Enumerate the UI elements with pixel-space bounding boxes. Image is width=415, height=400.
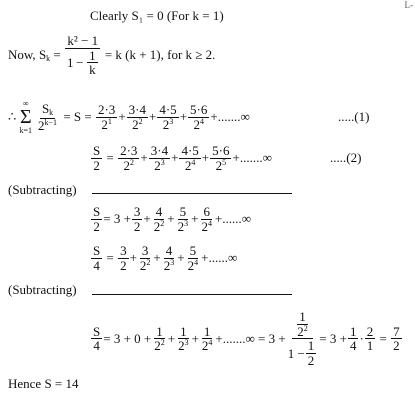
subtracting-1: (Subtracting) [8, 182, 77, 197]
eq1-tail: +.......∞ [210, 109, 250, 125]
nested-fraction: $\frac{1}{2^2}$ 1 − $\frac{1}{2}$ [287, 309, 315, 368]
clearly-text: Clearly S₁ = 0 (For k = 1) [90, 8, 224, 23]
eq5-lead: = 3 + 0 + [103, 330, 152, 346]
line-clearly [90, 8, 224, 24]
eq2-label: .....(2) [330, 150, 362, 166]
eq3-tail: +......∞ [214, 211, 252, 227]
equation-3: $\frac{S}{2}$ = 3 + $\frac{3}{2}$ + $\frac{4}{2^2}$ + $\frac{5}{2^3}$ + $\frac{6}{2^4}$ +......∞ [93, 204, 252, 234]
sk-result: = k (k + 1), [104, 47, 164, 63]
hence-text: Hence S = 14 [8, 376, 79, 391]
sk-denominator: 1 − $\frac{1}{k}$ [67, 47, 96, 78]
sigma-symbol: ∞ Σ k=1 [19, 99, 33, 136]
equation-4: $\frac{S}{4}$ = $\frac{3}{2}$ + $\frac{3}{2^2}$ + $\frac{4}{2^3}$ + $\frac{5}{2^4}$ +......∞ [93, 243, 238, 273]
nested-bottom: $\frac{1}{2}$ [307, 338, 315, 368]
eq2-lhs: $\frac{S}{2}$ [93, 143, 101, 173]
nested-top: $\frac{1}{2^2}$ [297, 309, 308, 339]
eq3-lead: = 3 + [103, 211, 131, 227]
eq3-term: $\frac{5}{2^3}$ [177, 204, 189, 234]
eq2-tail: +.......∞ [232, 150, 272, 166]
eq5-f1: $\frac{1}{4}$ [349, 323, 357, 354]
subtracting-2: (Subtracting) [8, 282, 77, 297]
sk-condition: for k ≥ 2. [167, 47, 216, 63]
eq5-tail: +.......∞ = 3 + [215, 330, 286, 346]
eq3-term: $\frac{4}{2^2}$ [153, 204, 165, 234]
eq2-term: $\frac{3\cdot 4}{2^3}$ [150, 143, 169, 173]
sk-label: $S_k$ [38, 47, 51, 64]
eq5-term: $\frac{1}{2^4}$ [201, 323, 213, 354]
eq1-term: $\frac{4\cdot 5}{2^3}$ [159, 102, 177, 132]
eq5-after: = 3 + [319, 330, 347, 346]
hence-line [8, 376, 79, 392]
sk-fraction [65, 34, 101, 77]
eq5-f3: $\frac{7}{2}$ [393, 323, 400, 354]
subtract-rule-2 [92, 294, 292, 295]
eq1-term: $\frac{3\cdot 4}{2^2}$ [128, 102, 146, 132]
eq2-term: $\frac{2\cdot 3}{2^2}$ [120, 143, 138, 173]
equation-5: $\frac{S}{4}$ = 3 + 0 + $\frac{1}{2^2}$ + $\frac{1}{2^3}$ + $\frac{1}{2^4}$ +.......∞ = 3 + $\frac{1}{2^2}$ 1 − $\frac{1}{2}$ = 3 + $\frac{1}{4}$ · $\frac{2}{1}$ = $\frac{7}{2}$ [93, 309, 400, 368]
eq1-term: $\frac{5\cdot 6}{2^4}$ [190, 102, 208, 132]
eq4-lhs: $\frac{S}{4}$ [93, 243, 101, 273]
equals-s: = S = [63, 109, 92, 125]
sk-numerator: k² − 1 [67, 33, 99, 48]
eq5-term: $\frac{1}{2^2}$ [154, 323, 165, 354]
eq4-term: $\frac{3}{2^2}$ [139, 243, 151, 273]
one-over-k: $\frac{1}{k}$ [89, 47, 96, 78]
eq3-lhs: $\frac{S}{2}$ [93, 204, 101, 234]
eq5-term: $\frac{1}{2^3}$ [178, 323, 189, 354]
corner-mark: L- [404, 0, 413, 10]
eq1-label: .....(1) [338, 109, 370, 125]
eq1-term: $\frac{2\cdot 3}{2^1}$ [97, 102, 116, 132]
equation-1: ∴ ∞ Σ k=1 $\frac{S_k}{2^{k-1}}$ = S = $\frac{2\cdot 3}{2^1}$ + $\frac{3\cdot 4}{2^2}$ + $\frac{4\cdot 5}{2^3}$ + $\frac{5\cdot 6}{2^4}$ +.......∞ .....(1) [8, 99, 370, 136]
sum-term: $\frac{S_k}{2^{k-1}}$ [38, 101, 58, 133]
now-prefix: Now, [8, 47, 36, 63]
equation-2: $\frac{S}{2}$ = $\frac{2\cdot 3}{2^2}$ + $\frac{3\cdot 4}{2^3}$ + $\frac{4\cdot 5}{2^4}$ + $\frac{5\cdot 6}{2^5}$ +.......∞ .....(2) [93, 143, 362, 173]
eq2-term: $\frac{4\cdot 5}{2^4}$ [181, 143, 199, 173]
eq4-tail: +......∞ [201, 250, 238, 266]
eq4-term: $\frac{5}{2^4}$ [187, 243, 199, 273]
line-now: Now, $S_k$ = k² − 1 1 − $\frac{1}{k}$ = k (k + 1), for k ≥ 2. [8, 33, 216, 78]
eq3-term: $\frac{3}{2}$ [133, 204, 141, 234]
eq5-f2: $\frac{2}{1}$ [366, 323, 374, 354]
eq5-lhs: $\frac{S}{4}$ [93, 323, 101, 354]
eq2-term: $\frac{5\cdot 6}{2^5}$ [212, 143, 230, 173]
subtract-rule-1 [92, 193, 292, 194]
eq4-term: $\frac{3}{2}$ [120, 243, 127, 273]
therefore-symbol: ∴ [8, 109, 17, 125]
eq4-term: $\frac{4}{2^3}$ [163, 243, 175, 273]
eq3-term: $\frac{6}{2^4}$ [201, 204, 212, 234]
